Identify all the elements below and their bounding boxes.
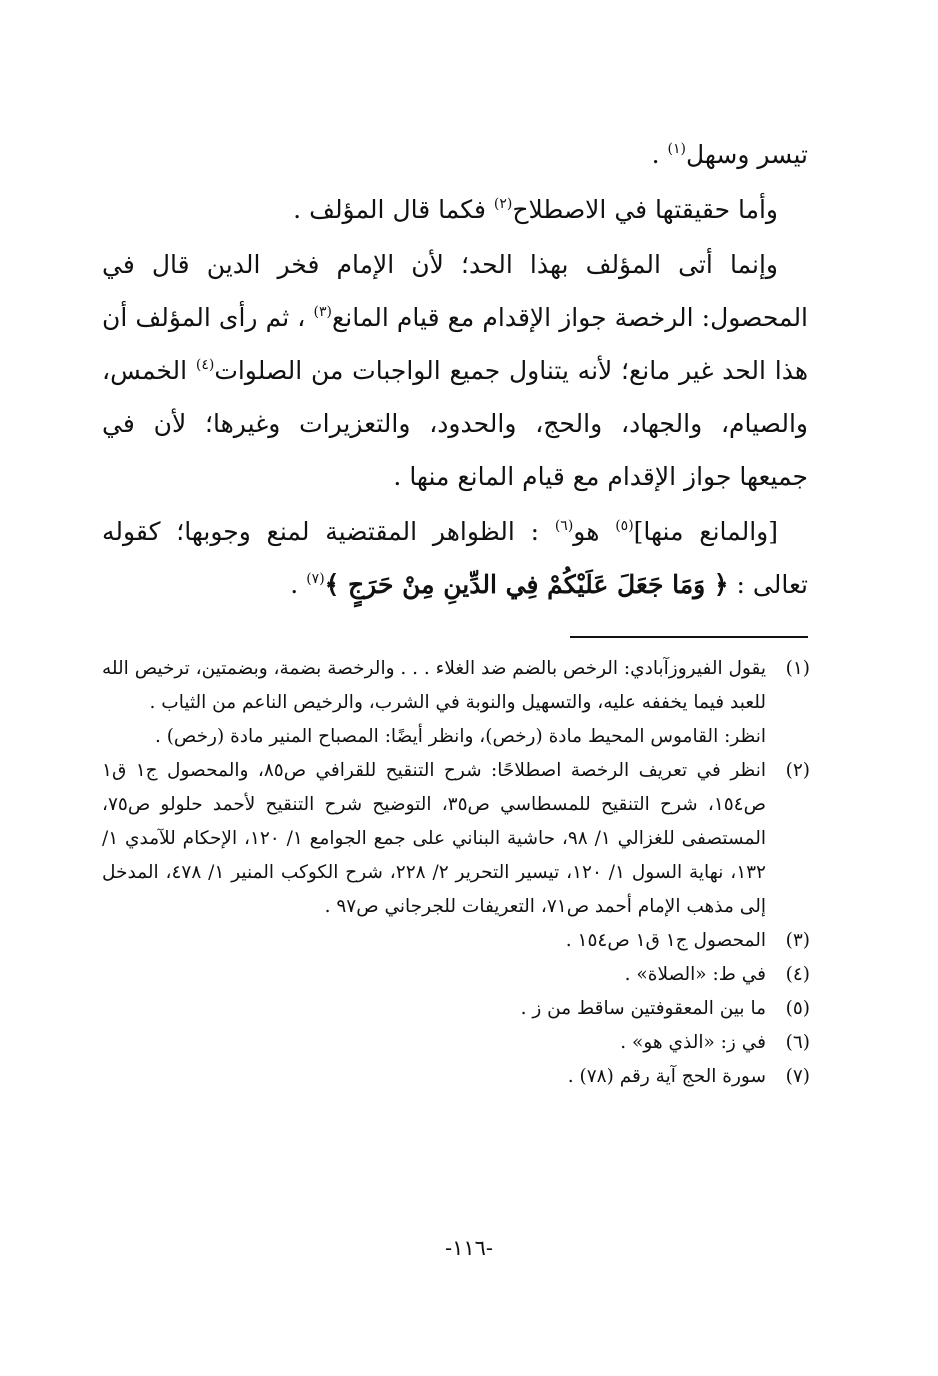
footnote-5 <box>102 992 810 1026</box>
footnote-text: في ز: «الذي هو» . <box>620 1032 766 1053</box>
footnote-ref-1: (١) <box>667 141 686 157</box>
paragraph-3 <box>102 238 808 503</box>
paragraph-4 <box>102 505 808 611</box>
paragraph-2-text: وأما حقيقتها في الاصطلاح <box>512 195 778 224</box>
paragraph-4-text-b: هو <box>573 517 616 546</box>
footnote-2 <box>102 754 810 924</box>
footnote-ref-6: (٦) <box>554 518 574 534</box>
footnote-1 <box>102 652 810 720</box>
main-text <box>102 128 808 611</box>
paragraph-3-text-c: الخمس، والصيام، والجهاد، والحج، والحدود، والتعزيرات وغيرها؛ لأن في جميعها جواز الإقدام مع قيام المانع منها . <box>102 356 808 491</box>
footnote-text: يقول الفيروزآبادي: الرخص بالضم ضد الغلاء . . . والرخصة بضمة، وبضمتين، ترخيص الله للعبد فيما يخففه عليه، والتسهيل والنوبة في الشرب، والرخيص الناعم من الثياب . <box>102 658 766 713</box>
paragraph-4-end: . <box>290 570 307 599</box>
footnote-number: (٥) <box>785 998 810 1019</box>
footnote-7 <box>102 1060 810 1094</box>
footnote-number: (٢) <box>785 760 810 781</box>
footnote-4 <box>102 958 810 992</box>
footnote-ref-4: (٤) <box>195 357 215 373</box>
page-number: -١١٦- <box>444 1236 494 1260</box>
paragraph-1-text: تيسر وسهل <box>685 140 808 169</box>
footnote-ref-3: (٣) <box>313 304 332 320</box>
footnote-3 <box>102 924 810 958</box>
paragraph-2-end: فكما قال المؤلف . <box>293 195 494 224</box>
footnote-ref-2: (٢) <box>493 196 513 212</box>
paragraph-2 <box>102 183 808 236</box>
footnote-number: (٣) <box>785 930 810 951</box>
paragraph-4-text-c: : الظواهر المقتضية لمنع وجوبها؛ كقوله تعالى : <box>102 517 808 599</box>
footnote-ref-7: (٧) <box>306 571 325 587</box>
paragraph-4-text-a: [والمانع منها] <box>633 517 779 546</box>
paragraph-3-text-b: ، ثم رأى المؤلف أن هذا الحد غير مانع؛ لأنه يتناول جميع الواجبات من الصلوات <box>102 303 808 385</box>
footnotes <box>102 652 810 1094</box>
paragraph-1-end: . <box>651 140 668 169</box>
footnote-text: سورة الحج آية رقم (٧٨) . <box>567 1066 766 1087</box>
footnote-number: (٤) <box>785 964 810 985</box>
footnote-text: في ط: «الصلاة» . <box>624 964 766 985</box>
footnote-ref-5: (٥) <box>615 518 634 534</box>
footnote-text: انظر في تعريف الرخصة اصطلاحًا: شرح التنقيح للقرافي ص٨٥، والمحصول ج١ ق١ ص١٥٤، شرح التنقيح للمسطاسي ص٣٥، التوضيح شرح التنقيح لأحمد حلولو ص٧٥، المستصفى للغزالي ١/ ٩٨، حاشية البناني على جمع الجوامع ١/ ١٢٠، الإحكام للآمدي ١/ ١٣٢، نهاية السول ١/ ١٢٠، تيسير التحرير ٢/ ٢٢٨، شرح الكوكب المنير ١/ ٤٧٨، المدخل إلى مذهب الإمام أحمد ص٧١، التعريفات للجرجاني ص٩٧ . <box>102 760 766 917</box>
footnote-number: (٦) <box>785 1032 810 1053</box>
footnote-text: ما بين المعقوفتين ساقط من ز . <box>520 998 766 1019</box>
paragraph-3-text-a: وإنما أتى المؤلف بهذا الحد؛ لأن الإمام فخر الدين قال في المحصول: الرخصة جواز الإقدام مع قيام المانع <box>102 250 809 332</box>
footnote-text: المحصول ج١ ق١ ص١٥٤ . <box>565 930 766 951</box>
footnote-separator <box>570 636 808 638</box>
footnote-6 <box>102 1026 810 1060</box>
footnote-number: (١) <box>785 658 810 679</box>
paragraph-1 <box>102 128 808 181</box>
footnote-number: (٧) <box>785 1066 810 1087</box>
quran-verse: ﴿ وَمَا جَعَلَ عَلَيْكُمْ فِي الدِّينِ مِنْ حَرَجٍ ﴾ <box>324 570 729 599</box>
footnote-1-reference: انظر: القاموس المحيط مادة (رخص)، وانظر أيضًا: المصباح المنير مادة (رخص) . <box>154 726 766 747</box>
